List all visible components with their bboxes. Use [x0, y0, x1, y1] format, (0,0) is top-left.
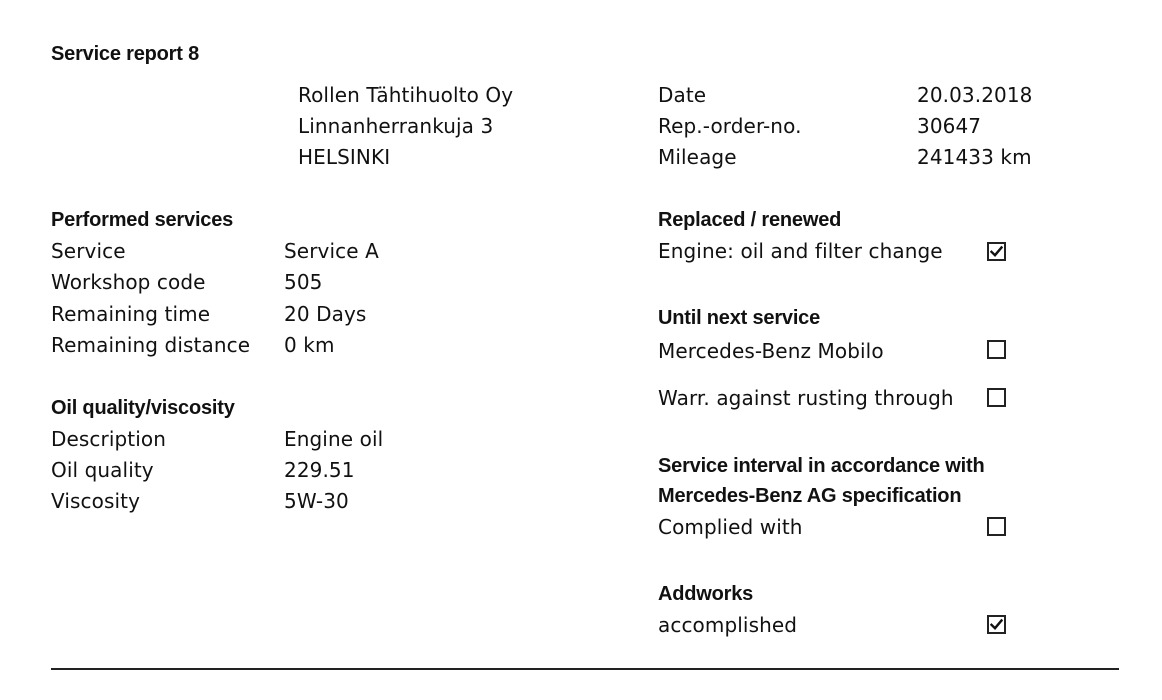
oil-heading: Oil quality/viscosity	[51, 397, 235, 419]
check-icon	[990, 245, 1003, 258]
mileage-label: Mileage	[658, 145, 737, 169]
mobilo-checkbox[interactable]	[987, 340, 1006, 359]
interval-heading-line2: Mercedes-Benz AG specification	[658, 485, 962, 507]
date-label: Date	[658, 83, 707, 107]
mobilo-label: Mercedes-Benz Mobilo	[658, 339, 884, 363]
complied-with-label: Complied with	[658, 515, 803, 539]
footer-divider	[51, 668, 1119, 670]
remaining-time-value: 20 Days	[284, 302, 367, 326]
accomplished-label: accomplished	[658, 613, 798, 637]
date-value: 20.03.2018	[917, 83, 1033, 107]
workshop-street: Linnanherrankuja 3	[298, 114, 494, 138]
oil-quality-value: 229.51	[284, 458, 355, 482]
addworks-heading: Addworks	[658, 583, 754, 605]
interval-heading-line1: Service interval in accordance with	[658, 455, 985, 477]
workshop-code-value: 505	[284, 270, 323, 294]
rust-warranty-checkbox[interactable]	[987, 388, 1006, 407]
workshop-city: HELSINKI	[298, 145, 391, 169]
oil-description-label: Description	[51, 427, 167, 451]
report-title: Service report 8	[51, 43, 199, 65]
viscosity-label: Viscosity	[51, 489, 141, 513]
engine-oil-change-checkbox[interactable]	[987, 242, 1006, 261]
remaining-time-label: Remaining time	[51, 302, 211, 326]
next-service-heading: Until next service	[658, 307, 821, 329]
remaining-distance-value: 0 km	[284, 333, 335, 357]
workshop-code-label: Workshop code	[51, 270, 206, 294]
performed-services-heading: Performed services	[51, 209, 234, 231]
rep-order-value: 30647	[917, 114, 982, 138]
rep-order-label: Rep.-order-no.	[658, 114, 802, 138]
service-label: Service	[51, 239, 126, 263]
oil-description-value: Engine oil	[284, 427, 384, 451]
workshop-name: Rollen Tähtihuolto Oy	[298, 83, 514, 107]
complied-with-checkbox[interactable]	[987, 517, 1006, 536]
remaining-distance-label: Remaining distance	[51, 333, 251, 357]
service-value: Service A	[284, 239, 379, 263]
rust-warranty-label: Warr. against rusting through	[658, 386, 954, 410]
mileage-value: 241433 km	[917, 145, 1032, 169]
viscosity-value: 5W-30	[284, 489, 349, 513]
engine-oil-change-label: Engine: oil and filter change	[658, 239, 943, 263]
oil-quality-label: Oil quality	[51, 458, 154, 482]
check-icon	[990, 618, 1003, 631]
accomplished-checkbox[interactable]	[987, 615, 1006, 634]
replaced-heading: Replaced / renewed	[658, 209, 842, 231]
